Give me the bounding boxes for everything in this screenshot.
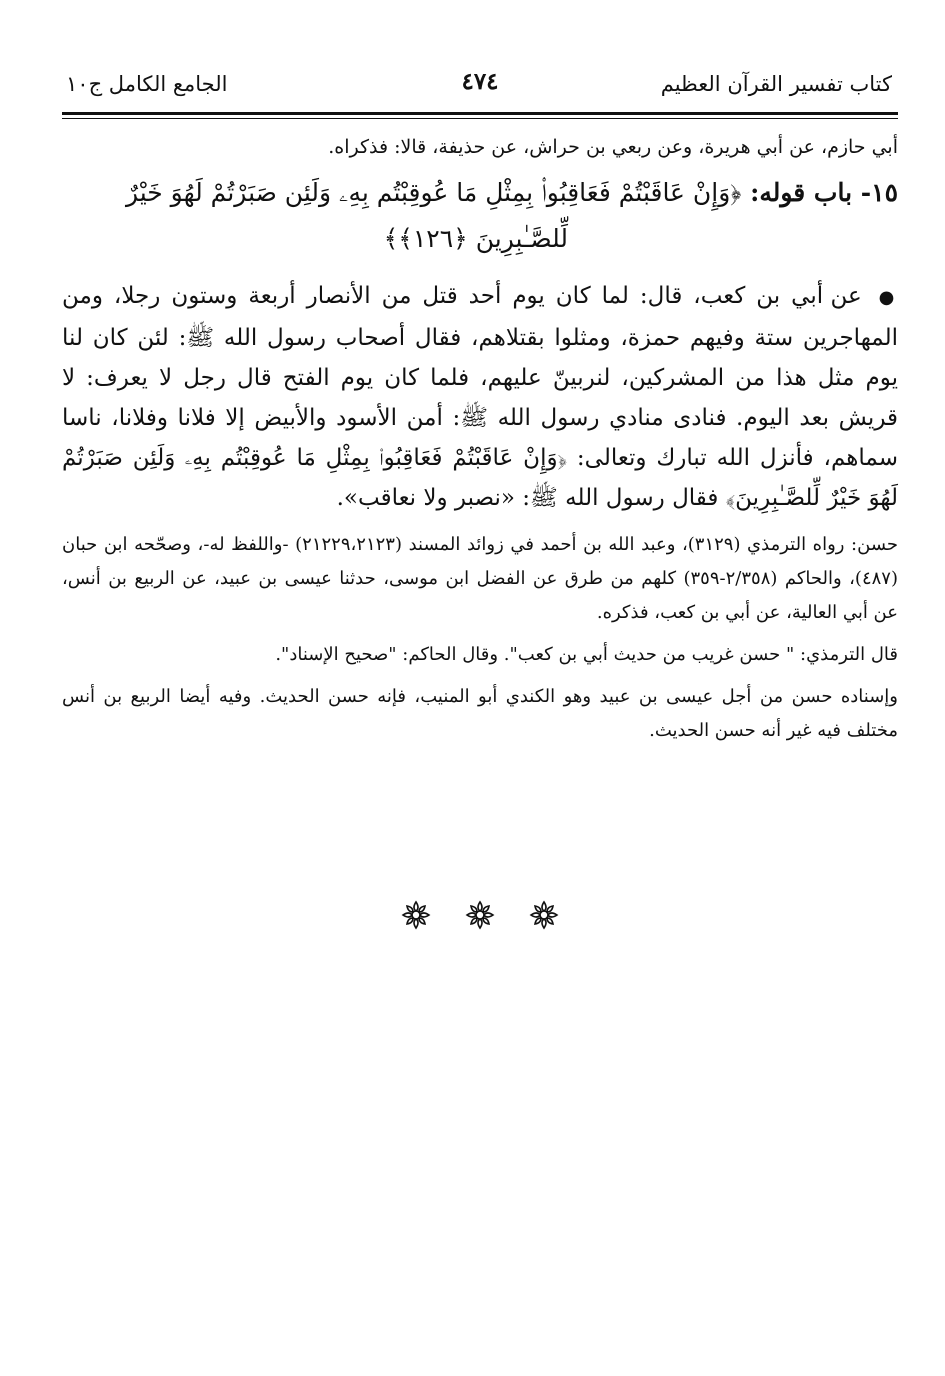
continuation-line: أبي حازم، عن أبي هريرة، وعن ربعي بن حراش، عن حذيفة، قالا: فذكراه.: [328, 136, 898, 158]
book-page: [62, 0, 898, 1376]
header-rule-thick: [62, 112, 898, 115]
hadith-text: عن أبي بن كعب، قال: لما كان يوم أحد قتل من الأنصار أربعة وستون رجلا، ومن المهاجرين ستة وفيهم حمزة، ومثلوا بقتلاهم، فقال أصحاب رسول الله ﷺ: لئن كان لنا يوم مثل هذا من المشركين، لنربينّ عليهم، فلما كان يوم الفتح قال رجل لا يعرف: لا قريش بعد اليوم. فنادى منادي رسول الله ﷺ: أمن الأسود والأبيض إلا فلانا وفلانا، ناسا سماهم، فأنزل الله تبارك وتعالى: ﴿وَإِنْ عَاقَبْتُمْ فَعَاقِبُوا۟ بِمِثْلِ مَا عُوقِبْتُم بِهِۦ وَلَئِن صَبَرْتُمْ لَهُوَ خَيْرٌ لِّلصَّـٰبِرِينَ﴾ فقال رسول الله ﷺ: «نصبر ولا نعاقب».: [62, 283, 898, 511]
tirmidhi-note: قال الترمذي: " حسن غريب من حديث أبي بن كعب". وقال الحاكم: "صحيح الإسناد".: [275, 644, 898, 665]
chapter-number: ١٥-: [860, 178, 898, 207]
volume-label: الجامع الكامل ج١٠: [66, 72, 228, 96]
takhrij-note: حسن: رواه الترمذي (٣١٢٩)، وعبد الله بن أحمد في زوائد المسند (٢١٢٢٩،٢١٢٣) -واللفظ له-، وصحّحه ابن حبان (٤٨٧)، والحاكم (٢/٣٥٨-٣٥٩) كلهم من طرق عن الفضل ابن موسى، حدثنا عيسى بن عبيد، عن الربيع بن أنس، عن أبي العالية، عن أبي بن كعب، فذكره.: [62, 534, 898, 623]
page-body: [62, 128, 898, 748]
chapter-heading: [62, 170, 898, 262]
page-header: [62, 62, 898, 108]
floral-ornament-icon: [465, 900, 495, 930]
header-rule-thin: [62, 118, 898, 119]
isnad-note: وإسناده حسن من أجل عيسى بن عبيد وهو الكندي أبو المنيب، فإنه حسن الحديث. وفيه أيضا الربيع بن أنس مختلف فيه غير أنه حسن الحديث.: [62, 686, 898, 741]
chapter-label: باب قوله:: [750, 178, 853, 207]
chapter-verse-line2: لِّلصَّـٰبِرِينَ ﴿١٢٦﴾﴾: [383, 224, 568, 253]
floral-ornament-icon: [401, 900, 431, 930]
section-end-ornaments: [62, 900, 898, 940]
bullet-icon: ●: [878, 287, 899, 308]
book-title: كتاب تفسير القرآن العظيم: [660, 72, 892, 96]
floral-ornament-icon: [529, 900, 559, 930]
hadith-paragraph: [62, 276, 898, 518]
chapter-verse-line1: ﴿وَإِنْ عَاقَبْتُمْ فَعَاقِبُوا۟ بِمِثْلِ مَا عُوقِبْتُم بِهِۦ وَلَئِن صَبَرْتُمْ لَهُوَ خَيْرٌ: [125, 178, 742, 207]
page-number: ٤٧٤: [461, 68, 499, 95]
